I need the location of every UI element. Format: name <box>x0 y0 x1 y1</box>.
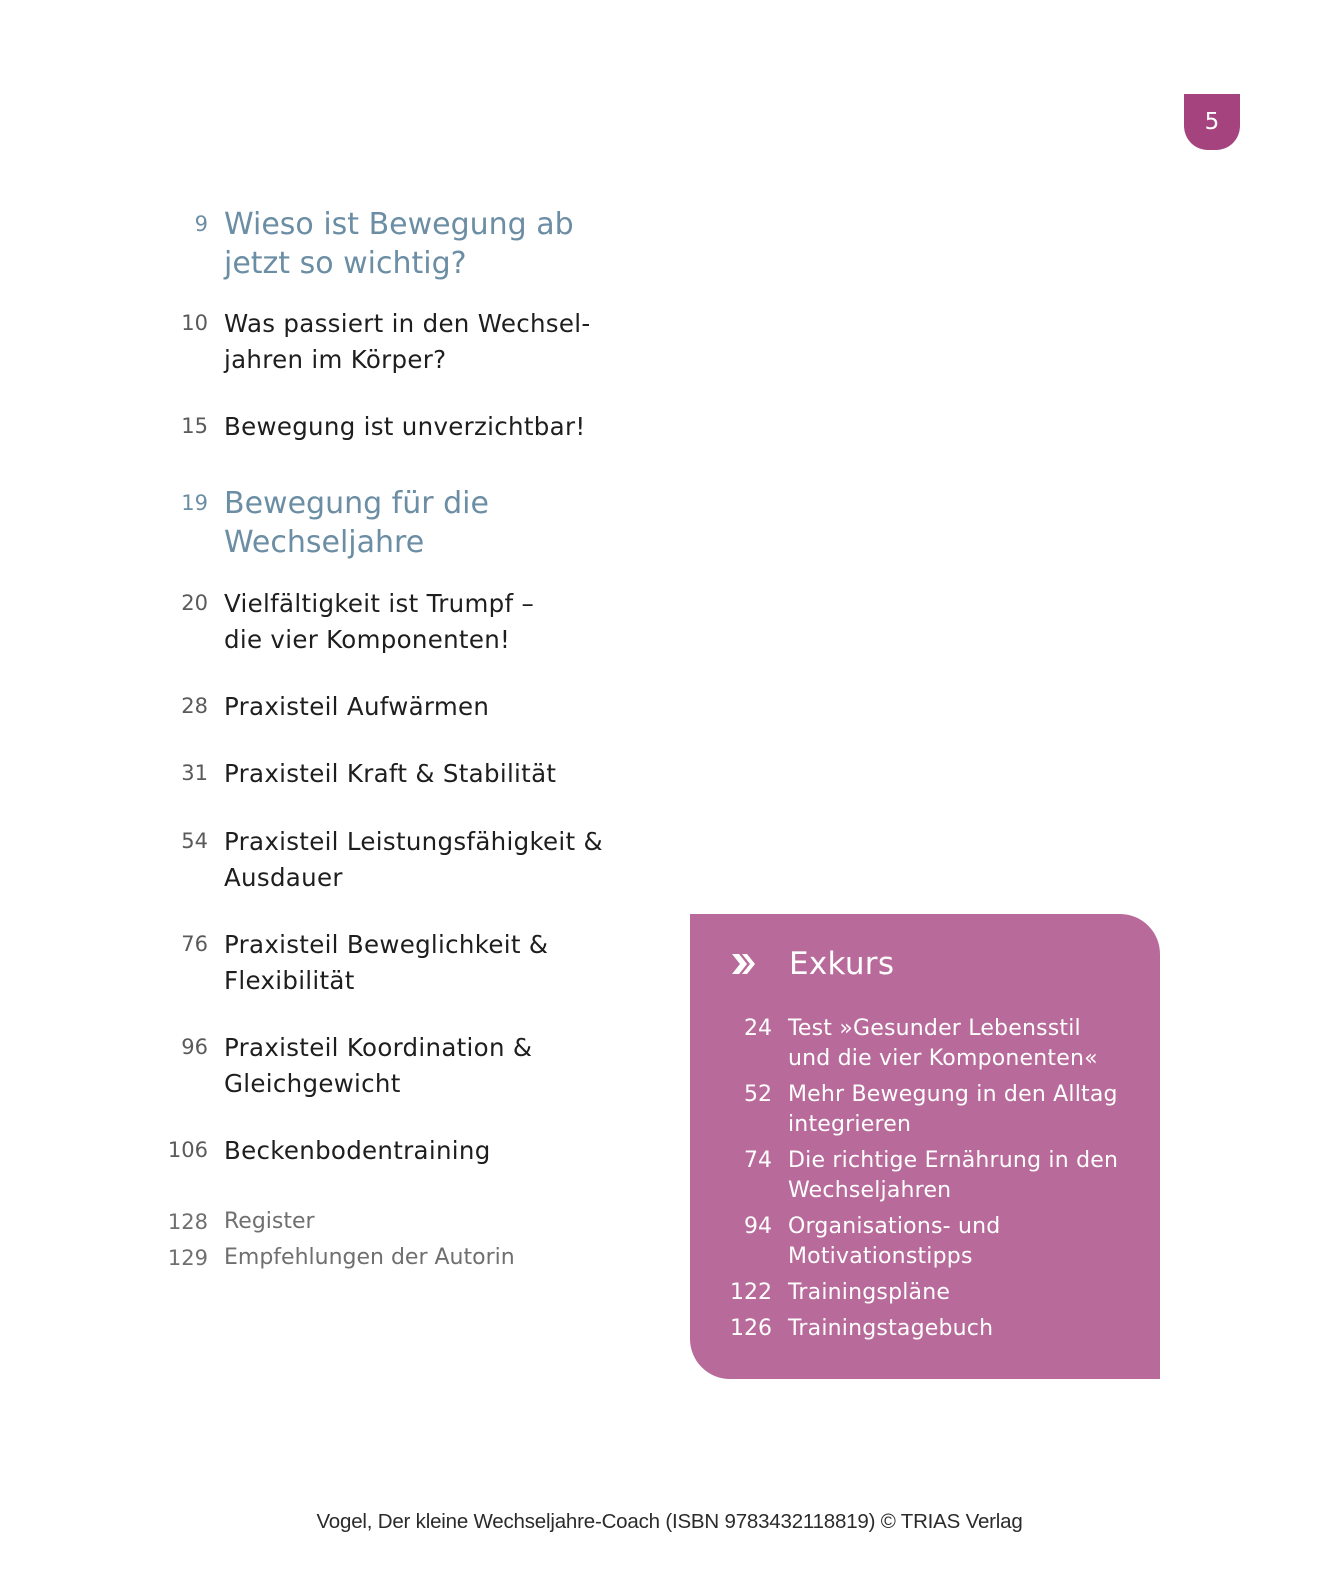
toc-page-number: 9 <box>194 212 208 236</box>
toc-entry[interactable] <box>160 1204 634 1240</box>
exkurs-list <box>710 1014 1140 1350</box>
exkurs-page-number: 24 <box>744 1016 772 1041</box>
exkurs-box <box>690 914 1160 1379</box>
toc-title: Was passiert in den Wechsel-jahren im Körper? <box>224 309 591 374</box>
exkurs-item[interactable] <box>710 1314 1140 1344</box>
page-number-badge: 5 <box>1184 94 1240 150</box>
toc-entry[interactable] <box>160 689 634 725</box>
toc-entry[interactable] <box>160 409 634 445</box>
double-chevron-right-icon <box>730 951 756 977</box>
exkurs-item-title: Organisations- und Motivationstipps <box>788 1214 1001 1269</box>
exkurs-page-number: 74 <box>744 1148 772 1173</box>
toc-page-number: 76 <box>181 932 208 956</box>
toc-page-number: 54 <box>181 829 208 853</box>
toc-page-number: 96 <box>181 1035 208 1059</box>
toc-page-number: 15 <box>181 414 208 438</box>
toc-entry[interactable] <box>160 927 564 999</box>
toc-page-number: 28 <box>181 694 208 718</box>
exkurs-title: Exkurs <box>789 946 895 982</box>
exkurs-item-title: Die richtige Ernährung in den Wechseljahren <box>788 1148 1119 1203</box>
exkurs-item[interactable] <box>710 1014 1140 1074</box>
toc-title: Bewegung für die Wechseljahre <box>224 486 489 560</box>
exkurs-page-number: 94 <box>744 1214 772 1239</box>
toc-entry[interactable] <box>160 824 614 896</box>
toc-page-number: 10 <box>181 311 208 335</box>
exkurs-item[interactable] <box>710 1146 1140 1206</box>
toc-title: Vielfältigkeit ist Trumpf – die vier Komponenten! <box>224 589 535 654</box>
toc-entry[interactable] <box>160 1030 554 1102</box>
toc-title: Praxisteil Beweglichkeit & Flexibilität <box>224 930 549 995</box>
toc-title: Bewegung ist unverzichtbar! <box>224 412 586 441</box>
toc-entry[interactable] <box>160 756 634 792</box>
toc-page-number: 106 <box>167 1138 208 1162</box>
exkurs-item-title: Test »Gesunder Lebensstil und die vier Komponenten« <box>788 1016 1098 1071</box>
toc-page-number: 128 <box>167 1210 208 1234</box>
toc-page-number: 31 <box>181 761 208 785</box>
exkurs-page-number: 126 <box>730 1316 772 1341</box>
toc-title: Praxisteil Kraft & Stabilität <box>224 759 557 788</box>
exkurs-item[interactable] <box>710 1212 1140 1272</box>
toc-title: Praxisteil Leistungsfähigkeit & Ausdauer <box>224 827 603 892</box>
page-footer: Vogel, Der kleine Wechseljahre-Coach (ISBN 9783432118819) © TRIAS Verlag <box>316 1510 1023 1533</box>
exkurs-item-title: Trainingspläne <box>788 1280 951 1305</box>
table-of-contents <box>0 0 680 1300</box>
toc-page-number: 20 <box>181 591 208 615</box>
toc-entry[interactable] <box>160 205 634 283</box>
toc-entry[interactable] <box>160 586 554 658</box>
exkurs-page-number: 52 <box>744 1082 772 1107</box>
toc-entry[interactable] <box>160 484 524 562</box>
exkurs-header <box>730 946 894 982</box>
toc-page-number: 129 <box>167 1246 208 1270</box>
toc-title: Register <box>224 1209 315 1234</box>
toc-page-number: 19 <box>181 491 208 515</box>
exkurs-page-number: 122 <box>730 1280 772 1305</box>
toc-entry[interactable] <box>160 306 604 378</box>
exkurs-item-title: Trainingstagebuch <box>788 1316 994 1341</box>
exkurs-item[interactable] <box>710 1080 1140 1140</box>
exkurs-item-title: Mehr Bewegung in den Alltag integrieren <box>788 1082 1118 1137</box>
toc-title: Empfehlungen der Autorin <box>224 1245 515 1270</box>
toc-entry[interactable] <box>160 1133 634 1169</box>
toc-title: Beckenbodentraining <box>224 1136 491 1165</box>
toc-entry[interactable] <box>160 1240 634 1276</box>
toc-title: Praxisteil Koordination & Gleichgewicht <box>224 1033 533 1098</box>
toc-title: Wieso ist Bewegung ab jetzt so wichtig? <box>224 207 574 281</box>
exkurs-item[interactable] <box>710 1278 1140 1308</box>
toc-title: Praxisteil Aufwärmen <box>224 692 490 721</box>
